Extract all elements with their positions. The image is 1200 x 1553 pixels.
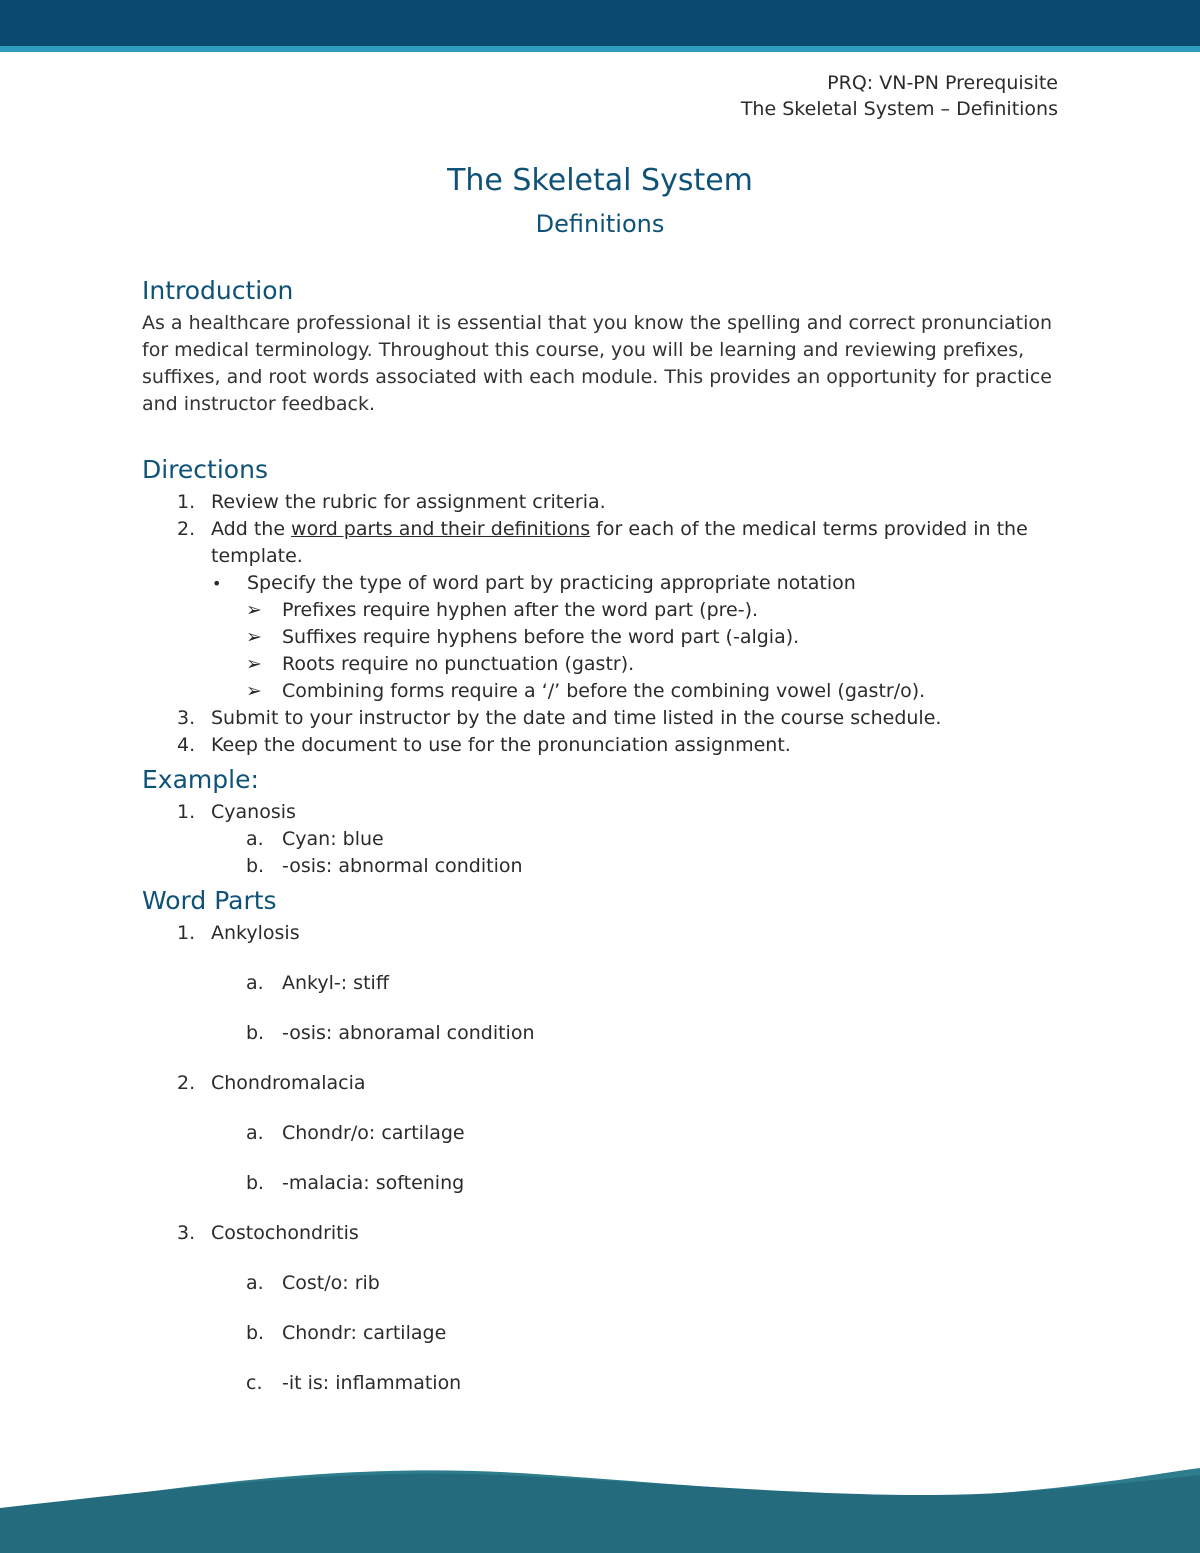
word-part-text: Chondr: cartilage [282,1322,447,1344]
list-number: 4. [177,734,196,756]
word-part [142,1120,1062,1147]
top-accent-stripe [0,46,1200,52]
word-part [142,1320,1062,1347]
word-part [142,1020,1062,1047]
list-letter: a. [246,972,264,994]
list-number: 1. [177,922,196,944]
list-number: 3. [177,1222,196,1244]
notation-rule-prefix [142,597,1062,624]
notation-rule-text: Roots require no punctuation (gastr). [282,653,635,675]
directions-item-text-post: for each of the medical terms provided in the template. [211,518,1028,567]
word-part-text: -malacia: softening [282,1172,465,1194]
list-number: 2. [177,518,196,540]
word-part-text: Cost/o: rib [282,1272,380,1294]
directions-item-4 [142,732,1062,759]
running-header [741,70,1058,122]
word-term [142,1220,1062,1247]
directions-item-text: Keep the document to use for the pronunciation assignment. [211,734,791,756]
word-part [142,1170,1062,1197]
notation-bullet [142,570,1062,597]
introduction-text: As a healthcare professional it is essential that you know the spelling and correct pronunciation for medical terminology. Throughout this course, you will be learning and reviewing prefixes, suffixes, and root words associated with each module. This provides an opportunity for practice and instructor feedback. [142,312,1053,415]
word-term [142,920,1062,947]
list-number: 2. [177,1072,196,1094]
word-term-text: Costochondritis [211,1222,359,1244]
list-number: 1. [177,801,196,823]
notation-rule-text: Prefixes require hyphen after the word part (pre-). [282,599,759,621]
notation-rule-suffix [142,624,1062,651]
word-parts-link[interactable]: word parts and their definitions [291,518,591,540]
example-term-text: Cyanosis [211,801,296,823]
list-letter: b. [246,1022,265,1044]
notation-rule-text: Suffixes require hyphens before the word part (-algia). [282,626,800,648]
directions-item-text: Submit to your instructor by the date and time listed in the course schedule. [211,707,942,729]
arrow-bullet-icon: ➢ [246,599,262,621]
list-letter: b. [246,855,265,877]
arrow-bullet-icon: ➢ [246,653,262,675]
list-number: 1. [177,491,196,513]
word-part [142,970,1062,997]
top-banner [0,0,1200,46]
list-letter: a. [246,1272,264,1294]
example-part-text: -osis: abnormal condition [282,855,523,877]
page-title: The Skeletal System [447,163,753,198]
word-parts-list [142,920,1062,1397]
word-term-text: Chondromalacia [211,1072,366,1094]
footer-wave [0,1463,1200,1553]
example-part [142,853,1062,880]
bullet-icon: • [212,574,222,593]
word-term [142,1070,1062,1097]
word-part [142,1370,1062,1397]
directions-item-1 [142,489,1062,516]
example-part-text: Cyan: blue [282,828,384,850]
word-part-text: Chondr/o: cartilage [282,1122,465,1144]
example-heading: Example: [142,765,259,794]
directions-item-3 [142,705,1062,732]
footer-wave-front [0,1474,1200,1553]
arrow-bullet-icon: ➢ [246,626,262,648]
directions-item-text-pre: Add the [211,518,292,540]
notation-rule-root [142,651,1062,678]
example-term [142,799,1062,826]
word-part-text: -osis: abnoramal condition [282,1022,535,1044]
word-part-text: -it is: inflammation [282,1372,462,1394]
introduction-heading: Introduction [142,276,294,305]
bullet-text: Specify the type of word part by practicing appropriate notation [247,572,856,594]
example-part [142,826,1062,853]
notation-rule-combining-form [142,678,1062,705]
directions-heading: Directions [142,455,268,484]
list-letter: b. [246,1172,265,1194]
header-course: PRQ: VN-PN Prerequisite [827,72,1058,94]
header-doc-title: The Skeletal System – Definitions [740,98,1058,120]
list-letter: a. [246,1122,264,1144]
directions-item-text: Review the rubric for assignment criteria. [211,491,606,513]
page-subtitle: Definitions [535,210,665,238]
list-letter: c. [246,1372,263,1394]
list-letter: b. [246,1322,265,1344]
notation-rule-text: Combining forms require a ‘/’ before the combining vowel (gastr/o). [282,680,926,702]
document-body [142,272,1062,1420]
list-number: 3. [177,707,196,729]
word-part-text: Ankyl-: stiff [282,972,389,994]
arrow-bullet-icon: ➢ [246,680,262,702]
word-term-text: Ankylosis [211,922,300,944]
directions-item-2 [142,516,1062,570]
word-parts-heading: Word Parts [142,886,277,915]
word-part [142,1270,1062,1297]
list-letter: a. [246,828,264,850]
